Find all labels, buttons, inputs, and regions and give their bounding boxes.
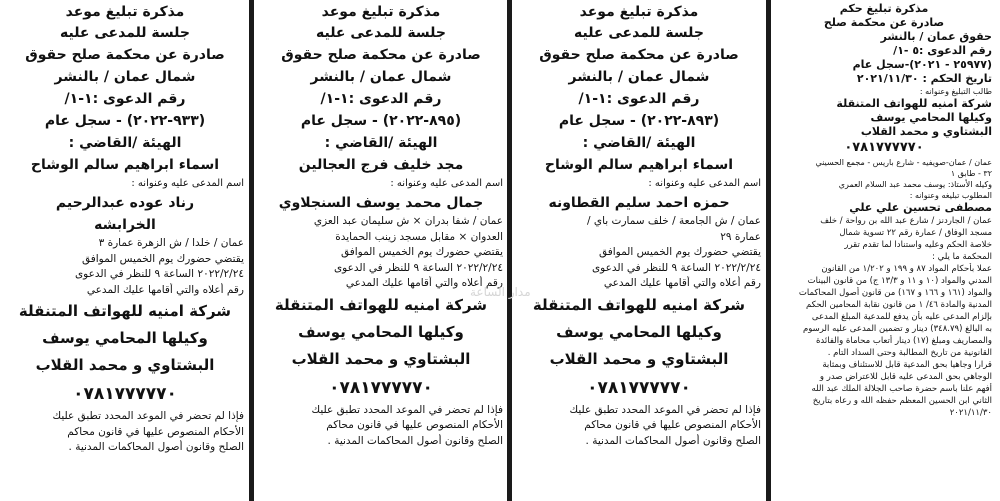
judge-name: اسماء ابراهيم سالم الوشاح — [30, 157, 220, 173]
respondent-label: اسم المدعى عليه وعنوانه : — [131, 178, 244, 189]
notice-verdict — [772, 0, 996, 501]
plaintiff-agents-names: البشتاوي و محمد القلاب — [549, 349, 729, 368]
plaintiff-agents-names: البشتاوي و محمد القلاب — [291, 349, 471, 368]
plaintiff-company: شركة امنيه للهواتف المتنقلة — [532, 295, 746, 314]
notice-court-location: حقوق عمان / بالنشر — [880, 30, 992, 43]
plaintiff-agents-names: البشتاوي و محمد القلاب — [35, 356, 215, 374]
closing-line: الصلح وقانون أصول المحاكمات المدنية . — [585, 434, 761, 447]
body-line: رقم أعلاه والتي أقامها عليك المدعي — [603, 277, 761, 289]
body-line: عمان / الجاردنز / شارع عبد الله بن رواحة / خلف — [820, 216, 992, 226]
plaintiff-address-floor: ٣٢ - طابق ١ — [950, 169, 992, 178]
plaintiff-agents: وكيلها المحامي يوسف — [42, 329, 208, 347]
body-line: أفهم علنا باسم حضرة صاحب الجلالة الملك عبد الله — [811, 384, 992, 394]
respondent-label: اسم المدعى عليه وعنوانه : — [390, 178, 503, 189]
body-line: المدني والمواد (١٠ و ١١ و ١٣/٣ ج) من قانون البينات — [807, 276, 992, 286]
panel-label: الهيئة /القاضي : — [68, 135, 182, 151]
closing-line: فإذا لم تحضر في الموعد المحدد تطبق عليك — [569, 403, 761, 416]
case-year: (٨٩٥-٢٠٢٢) - سجل عام — [300, 113, 462, 129]
notice-heading: مذكرة تبليغ موعد — [65, 4, 185, 20]
body-line: ٢٠٢١/١١/٣٠ — [949, 408, 992, 418]
respondent-name: جمال محمد يوسف السنجلاوي — [278, 195, 484, 211]
judge-name: مجد خليف فرج العجالين — [298, 157, 464, 173]
column-divider — [766, 0, 771, 501]
body-line: رقم أعلاه والتي أقامها عليك المدعي — [345, 277, 503, 289]
respondent-address: عمان / ش الجامعة / خلف سمارت باي / — [587, 215, 761, 227]
plaintiff-agents-names: البشتاوي و محمد القلاب — [860, 125, 992, 138]
verdict-body — [776, 215, 992, 419]
plaintiff-company: شركة امنيه للهواتف المتنقلة — [274, 295, 488, 314]
notice-subheading: جلسة للمدعى عليه — [316, 25, 446, 41]
body-line: خلاصة الحكم وعليه واستنادا لما تقدم تقرر — [844, 240, 992, 250]
phone-number: ٠٧٨١٧٧٧٧٧٠ — [73, 384, 177, 404]
body-line: بإلزام المدعى عليه بأن يدفع للمدعية المبلغ المدعى — [811, 312, 992, 322]
panel-label: الهيئة /القاضي : — [324, 135, 438, 151]
case-number: رقم الدعوى :٥ -١/ — [893, 44, 992, 57]
notice-a — [513, 0, 765, 501]
notice-court-location: شمال عمان / بالنشر — [54, 69, 196, 85]
respondent-name-family: الخرابشه — [94, 217, 156, 233]
plaintiff-agents: وكيلها المحامي يوسف — [556, 322, 722, 341]
column-divider — [249, 0, 254, 501]
notice-court: صادرة عن محكمة صلح — [823, 16, 945, 29]
agent-of: وكيله الأستاذ: يوسف محمد عبد السلام العمري — [838, 180, 992, 189]
plaintiff-company: شركة امنيه للهواتف المتنقلة — [18, 302, 232, 320]
plaintiff-company: شركة امنيه للهواتف المتنقلة — [836, 97, 992, 110]
respondent-address: عمان / شفا بدران × ش سليمان عبد العزي — [313, 215, 503, 227]
notice-court: صادرة عن محكمة صلح حقوق — [281, 47, 481, 63]
case-year: (٨٩٣-٢٠٢٢) - سجل عام — [558, 113, 720, 129]
respondent-name: مصطفى تحسين علي علي — [849, 201, 992, 214]
notice-court-location: شمال عمان / بالنشر — [310, 69, 452, 85]
body-line: يقتضي حضورك يوم الخميس الموافق — [598, 246, 761, 258]
plaintiff-address: عمان / عمان-صويفيه - شارع باريس - مجمع الحسيني — [815, 158, 992, 167]
body-line: قرارا وجاهيا بحق المدعية قابل للاستئناف وبمثابة — [822, 360, 992, 370]
panel-label: الهيئة /القاضي : — [582, 135, 696, 151]
notice-heading: مذكرة تبليغ موعد — [579, 4, 699, 20]
notice-c — [2, 0, 248, 501]
closing-line: فإذا لم تحضر في الموعد المحدد تطبق عليك — [311, 403, 503, 416]
closing-line: الصلح وقانون أصول المحاكمات المدنية . — [327, 434, 503, 447]
body-line: القانونية من تاريخ المطالبة وحتى السداد التام . — [827, 348, 992, 358]
body-line: يقتضي حضورك يوم الخميس الموافق — [81, 252, 244, 265]
plaintiff-agents: وكيلها المحامي يوسف — [870, 111, 992, 124]
body-line: عملا بأحكام المواد ٨٧ و ١٩٩ و ١/٢٠٢ من القانون — [821, 264, 992, 274]
respondent-name: حمزه احمد سليم القطاونه — [548, 195, 730, 211]
notice-court: صادرة عن محكمة صلح حقوق — [539, 47, 739, 63]
phone-number: ٠٧٨١٧٧٧٧٧٠ — [329, 377, 433, 398]
respondent-label: المطلوب تبليغه وعنوانه : — [909, 191, 992, 200]
notice-court-location: شمال عمان / بالنشر — [568, 69, 710, 85]
respondent-address-landmark: العدوان × مقابل مسجد زينب الحمايدة — [335, 230, 503, 243]
case-year: (٢٥٩٧٧ - ٢٠٢١)-سجل عام — [852, 58, 992, 71]
body-line: المحكمة ما يلي : — [932, 252, 992, 262]
closing-line: فإذا لم تحضر في الموعد المحدد تطبق عليك — [52, 410, 244, 422]
body-line: ٢٠٢٢/٢/٢٤ الساعة ٩ للنظر في الدعوى — [333, 261, 503, 274]
case-number: رقم الدعوى :١-١/ — [64, 91, 186, 107]
body-line: والمواد (١٦١ و ١٦٦ و ١٦٧) من قانون أصول المحاكمات — [798, 288, 992, 298]
notice-court: صادرة عن محكمة صلح حقوق — [25, 47, 225, 63]
notice-heading: مذكرة تبليغ حكم — [839, 2, 929, 15]
body-line: المدنية والمادة ٤٦/ ١ من قانون نقابة المحامين الحكم — [805, 300, 992, 310]
body-line: ٢٠٢٢/٢/٢٤ الساعة ٩ للنظر في الدعوى — [74, 268, 244, 280]
case-number: رقم الدعوى :١-١/ — [320, 91, 442, 107]
respondent-address-building: عمارة ٢٩ — [720, 230, 761, 243]
body-line: ٢٠٢٢/٢/٢٤ الساعة ٩ للنظر في الدعوى — [591, 261, 761, 274]
notice-heading: مذكرة تبليغ موعد — [321, 4, 441, 20]
case-year: (٩٣٣-٢٠٢٢) - سجل عام — [44, 113, 206, 129]
body-line: رقم أعلاه والتي أقامها عليك المدعي — [86, 283, 244, 296]
requester-label: طالب التبليغ وعنوانه : — [919, 87, 992, 96]
respondent-label: اسم المدعى عليه وعنوانه : — [648, 178, 761, 189]
body-line: به البالغ (٣٤٨.٧٩) دينار و تضمين المدعى عليه الرسوم — [802, 324, 992, 334]
phone-number: ٠٧٨١٧٧٧٧٧٠ — [587, 377, 691, 398]
notice-subheading: جلسة للمدعى عليه — [60, 25, 190, 41]
case-number: رقم الدعوى :١-١/ — [578, 91, 700, 107]
respondent-name: رناد عوده عبدالرحيم — [55, 195, 195, 211]
body-line: الثاني ابن الحسين المعظم حفظه الله و رعاه بتاريخ — [812, 396, 992, 406]
notice-subheading: جلسة للمدعى عليه — [574, 25, 704, 41]
watermark: مدار الساعة — [470, 285, 531, 299]
body-line: الوجاهي بحق المدعى عليه قابل للاعتراض صدر و — [819, 372, 992, 382]
plaintiff-agents: وكيلها المحامي يوسف — [298, 322, 464, 341]
body-line: والمصاريف ومبلغ (١٧) دينار أتعاب محاماة والفائدة — [815, 336, 992, 346]
verdict-date: تاريخ الحكم : ٢٠٢١/١١/٣٠ — [856, 72, 992, 85]
respondent-address: عمان / خلدا / ش الزهرة عمارة ٣ — [98, 237, 244, 249]
phone-number: ٠٧٨١٧٧٧٧٧٠ — [844, 140, 924, 155]
judge-name: اسماء ابراهيم سالم الوشاح — [544, 157, 734, 173]
closing-line: الأحكام المنصوص عليها في قانون محاكم — [67, 425, 244, 438]
closing-line: الصلح وقانون أصول المحاكمات المدنية . — [68, 441, 244, 453]
body-line: مسجد الوفاق / عمارة رقم ٢٢ تسوية شمال — [839, 228, 992, 238]
notice-b — [255, 0, 507, 501]
column-divider — [507, 0, 512, 501]
closing-line: الأحكام المنصوص عليها في قانون محاكم — [326, 419, 503, 431]
body-line: يقتضي حضورك يوم الخميس الموافق — [340, 246, 503, 258]
closing-line: الأحكام المنصوص عليها في قانون محاكم — [584, 419, 761, 431]
